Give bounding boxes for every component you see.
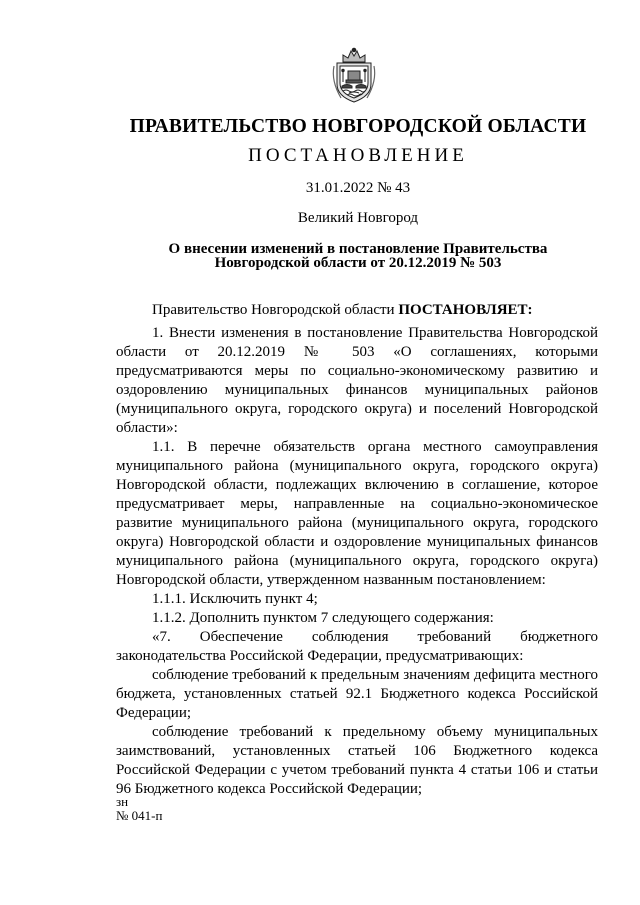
- paragraph-1-1: 1.1. В перечне обязательств органа местного самоуправления муниципального района (муниципального округа, городского округа) Новгородской области, подлежащих включению в соглашение, которое предусматривает меры, направленные на социально-экономическое развитие муниципального района (муниципального округа, городского округа) Новгородской области и оздоровление муниципальных финансов муниципального района (муниципального округа, городского округа) Новгородской области, утвержденном названным постановлением:: [116, 439, 598, 588]
- footer-reference: [116, 795, 162, 823]
- paragraph-1-1-1: 1.1.1. Исключить пункт 4;: [152, 591, 318, 607]
- document-subject: [38, 242, 640, 270]
- subject-line-2: Новгородской области от 20.12.2019 № 503: [214, 255, 502, 271]
- paragraph-1-1-2: 1.1.2. Дополнить пунктом 7 следующего содержания:: [152, 610, 494, 626]
- subject-line-1: О внесении изменений в постановление Правительства: [168, 241, 548, 257]
- coat-of-arms-icon: [329, 46, 379, 104]
- city-name: Великий Новгород: [297, 210, 419, 226]
- footer-doc-code: № 041-п: [116, 808, 163, 823]
- document-type: ПОСТАНОВЛЕНИЕ: [248, 145, 468, 166]
- paragraph-7-deficit: соблюдение требований к предельным значениям дефицита местного бюджета, установленных статьей 92.1 Бюджетного кодекса Российской Федерации;: [116, 667, 598, 721]
- paragraph-7-borrowing: соблюдение требований к предельному объему муниципальных заимствований, установленных статьей 106 Бюджетного кодекса Российской Федерации с учетом требований пункта 4 статьи 106 и статьи 96 Бюджетного кодекса Российской Федерации;: [116, 724, 598, 797]
- opening-text: Правительство Новгородской области: [152, 302, 399, 318]
- paragraph-1: 1. Внести изменения в постановление Правительства Новгородской области от 20.12.2019 № 503 «О соглашениях, которыми предусматриваются меры по социально-экономическому развитию и оздоровлению муниципальных финансов муниципальных районов (муниципального округа, городского округа) и поселений Новгородской области»:: [116, 325, 598, 436]
- opening-paragraph: [116, 301, 598, 320]
- opening-decree-word: ПОСТАНОВЛЯЕТ:: [398, 302, 533, 318]
- paragraph-7: «7. Обеспечение соблюдения требований бюджетного законодательства Российской Федерации, предусматривающих:: [116, 629, 598, 664]
- document-body: [116, 301, 598, 799]
- footer-initials: зн: [116, 794, 129, 809]
- date-and-number: 31.01.2022 № 43: [305, 180, 411, 196]
- government-title: ПРАВИТЕЛЬСТВО НОВГОРОДСКОЙ ОБЛАСТИ: [129, 116, 587, 137]
